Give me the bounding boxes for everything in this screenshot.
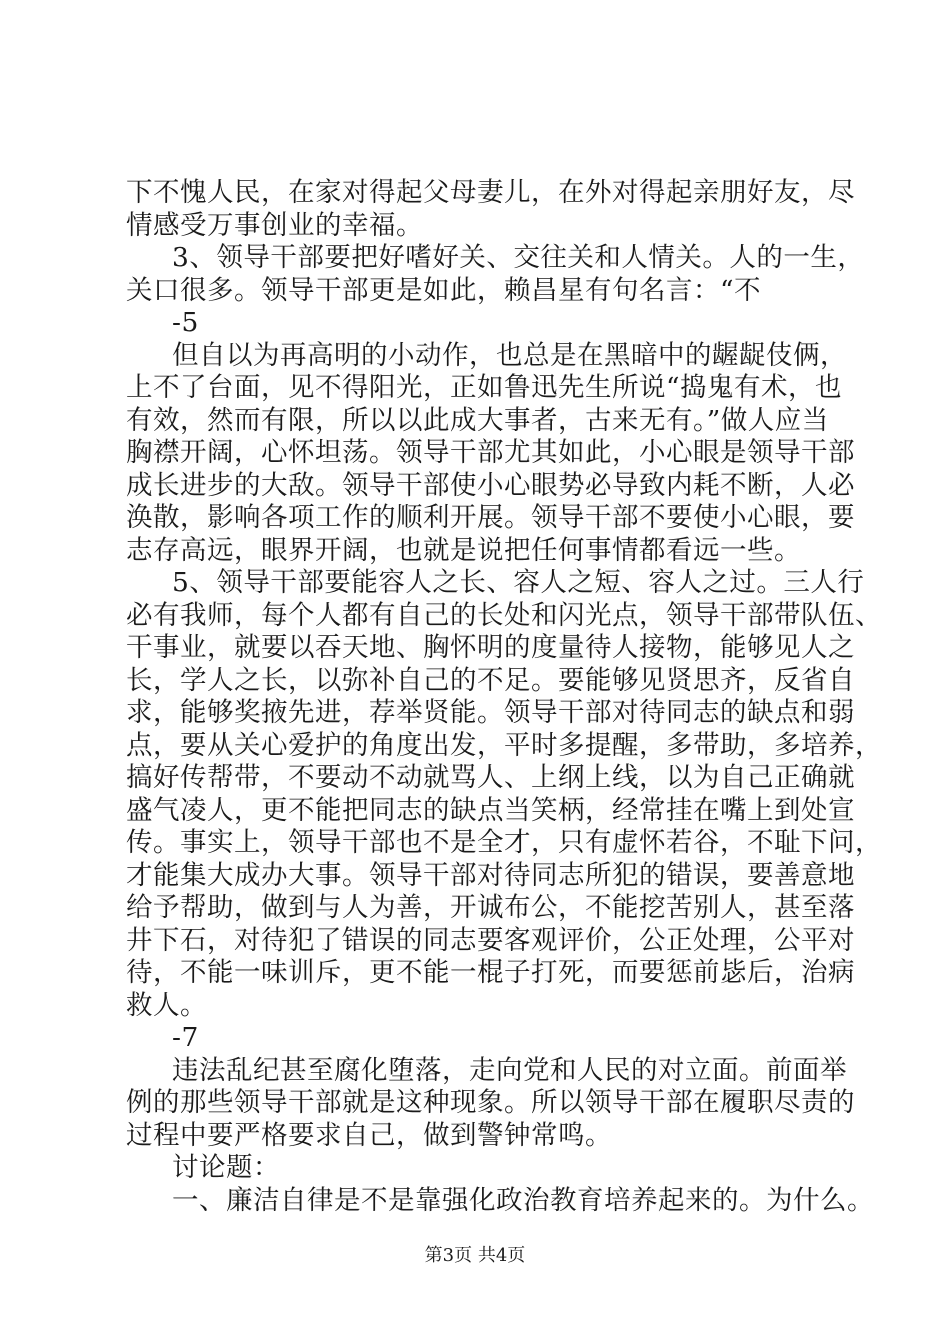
- text-line: 志存高远，眼界开阔，也就是说把任何事情都看远一些。: [126, 535, 801, 566]
- text-line: 下不愧人民，在家对得起父母妻儿，在外对得起亲朋好友，尽: [126, 177, 855, 208]
- text-line: 有效，然而有限，所以以此成大事者，古来无有。”做人应当: [126, 405, 829, 436]
- text-line: 才能集大成办大事。领导干部对待同志所犯的错误，要善意地: [126, 860, 855, 891]
- text-line: 待，不能一味训斥，更不能一棍子打死，而要惩前毖后，治病: [126, 957, 855, 988]
- text-line: 讨论题：: [172, 1152, 280, 1183]
- discussion-question: 一、廉洁自律是不是靠强化政治教育培养起来的。为什么。: [172, 1185, 874, 1216]
- text-line: 胸襟开阔，心怀坦荡。领导干部尤其如此，小心眼是领导干部: [126, 437, 855, 468]
- text-line: 盛气凌人，更不能把同志的缺点当笑柄，经常挂在嘴上到处宣: [126, 795, 855, 826]
- text-line: 违法乱纪甚至腐化堕落，走向党和人民的对立面。前面举: [172, 1055, 847, 1086]
- text-line: 救人。: [126, 990, 207, 1021]
- text-line: 必有我师，每个人都有自己的长处和闪光点，领导干部带队伍、: [126, 600, 882, 631]
- page-footer: 第3页 共4页: [424, 1245, 526, 1266]
- text-line: 涣散，影响各项工作的顺利开展。领导干部不要使小心眼，要: [126, 502, 855, 533]
- text-line: 关口很多。领导干部更是如此，赖昌星有句名言：“不: [126, 275, 762, 306]
- text-line: 成长进步的大敌。领导干部使小心眼势必导致内耗不断，人必: [126, 470, 855, 501]
- text-line: 给予帮助，做到与人为善，开诚布公，不能挖苦别人，甚至落: [126, 892, 855, 923]
- page-marker: -5: [172, 307, 199, 338]
- text-line: 但自以为再高明的小动作，也总是在黑暗中的龌龊伎俩，: [172, 340, 847, 371]
- text-line: 例的那些领导干部就是这种现象。所以领导干部在履职尽责的: [126, 1087, 855, 1118]
- page-marker: -7: [172, 1022, 199, 1053]
- text-line: 情感受万事创业的幸福。: [126, 210, 423, 241]
- text-line: 传。事实上，领导干部也不是全才，只有虚怀若谷，不耻下问，: [126, 827, 882, 858]
- text-line: 上不了台面，见不得阳光，正如鲁迅先生所说“捣鬼有术，也: [126, 372, 843, 403]
- text-line: 干事业，就要以吞天地、胸怀明的度量待人接物，能够见人之: [126, 632, 855, 663]
- text-line: 求，能够奖掖先进，荐举贤能。领导干部对待同志的缺点和弱: [126, 697, 855, 728]
- text-line: 5、领导干部要能容人之长、容人之短、容人之过。三人行: [172, 567, 865, 598]
- text-line: 过程中要严格要求自己，做到警钟常鸣。: [126, 1120, 612, 1151]
- text-line: 长，学人之长，以弥补自己的不足。要能够见贤思齐，反省自: [126, 665, 855, 696]
- text-line: 点，要从关心爱护的角度出发，平时多提醒，多带助，多培养，: [126, 730, 882, 761]
- text-line: 3、领导干部要把好嗜好关、交往关和人情关。人的一生，: [172, 242, 865, 273]
- text-line: 搞好传帮带，不要动不动就骂人、上纲上线，以为自己正确就: [126, 762, 855, 793]
- text-line: 井下石，对待犯了错误的同志要客观评价，公正处理，公平对: [126, 925, 855, 956]
